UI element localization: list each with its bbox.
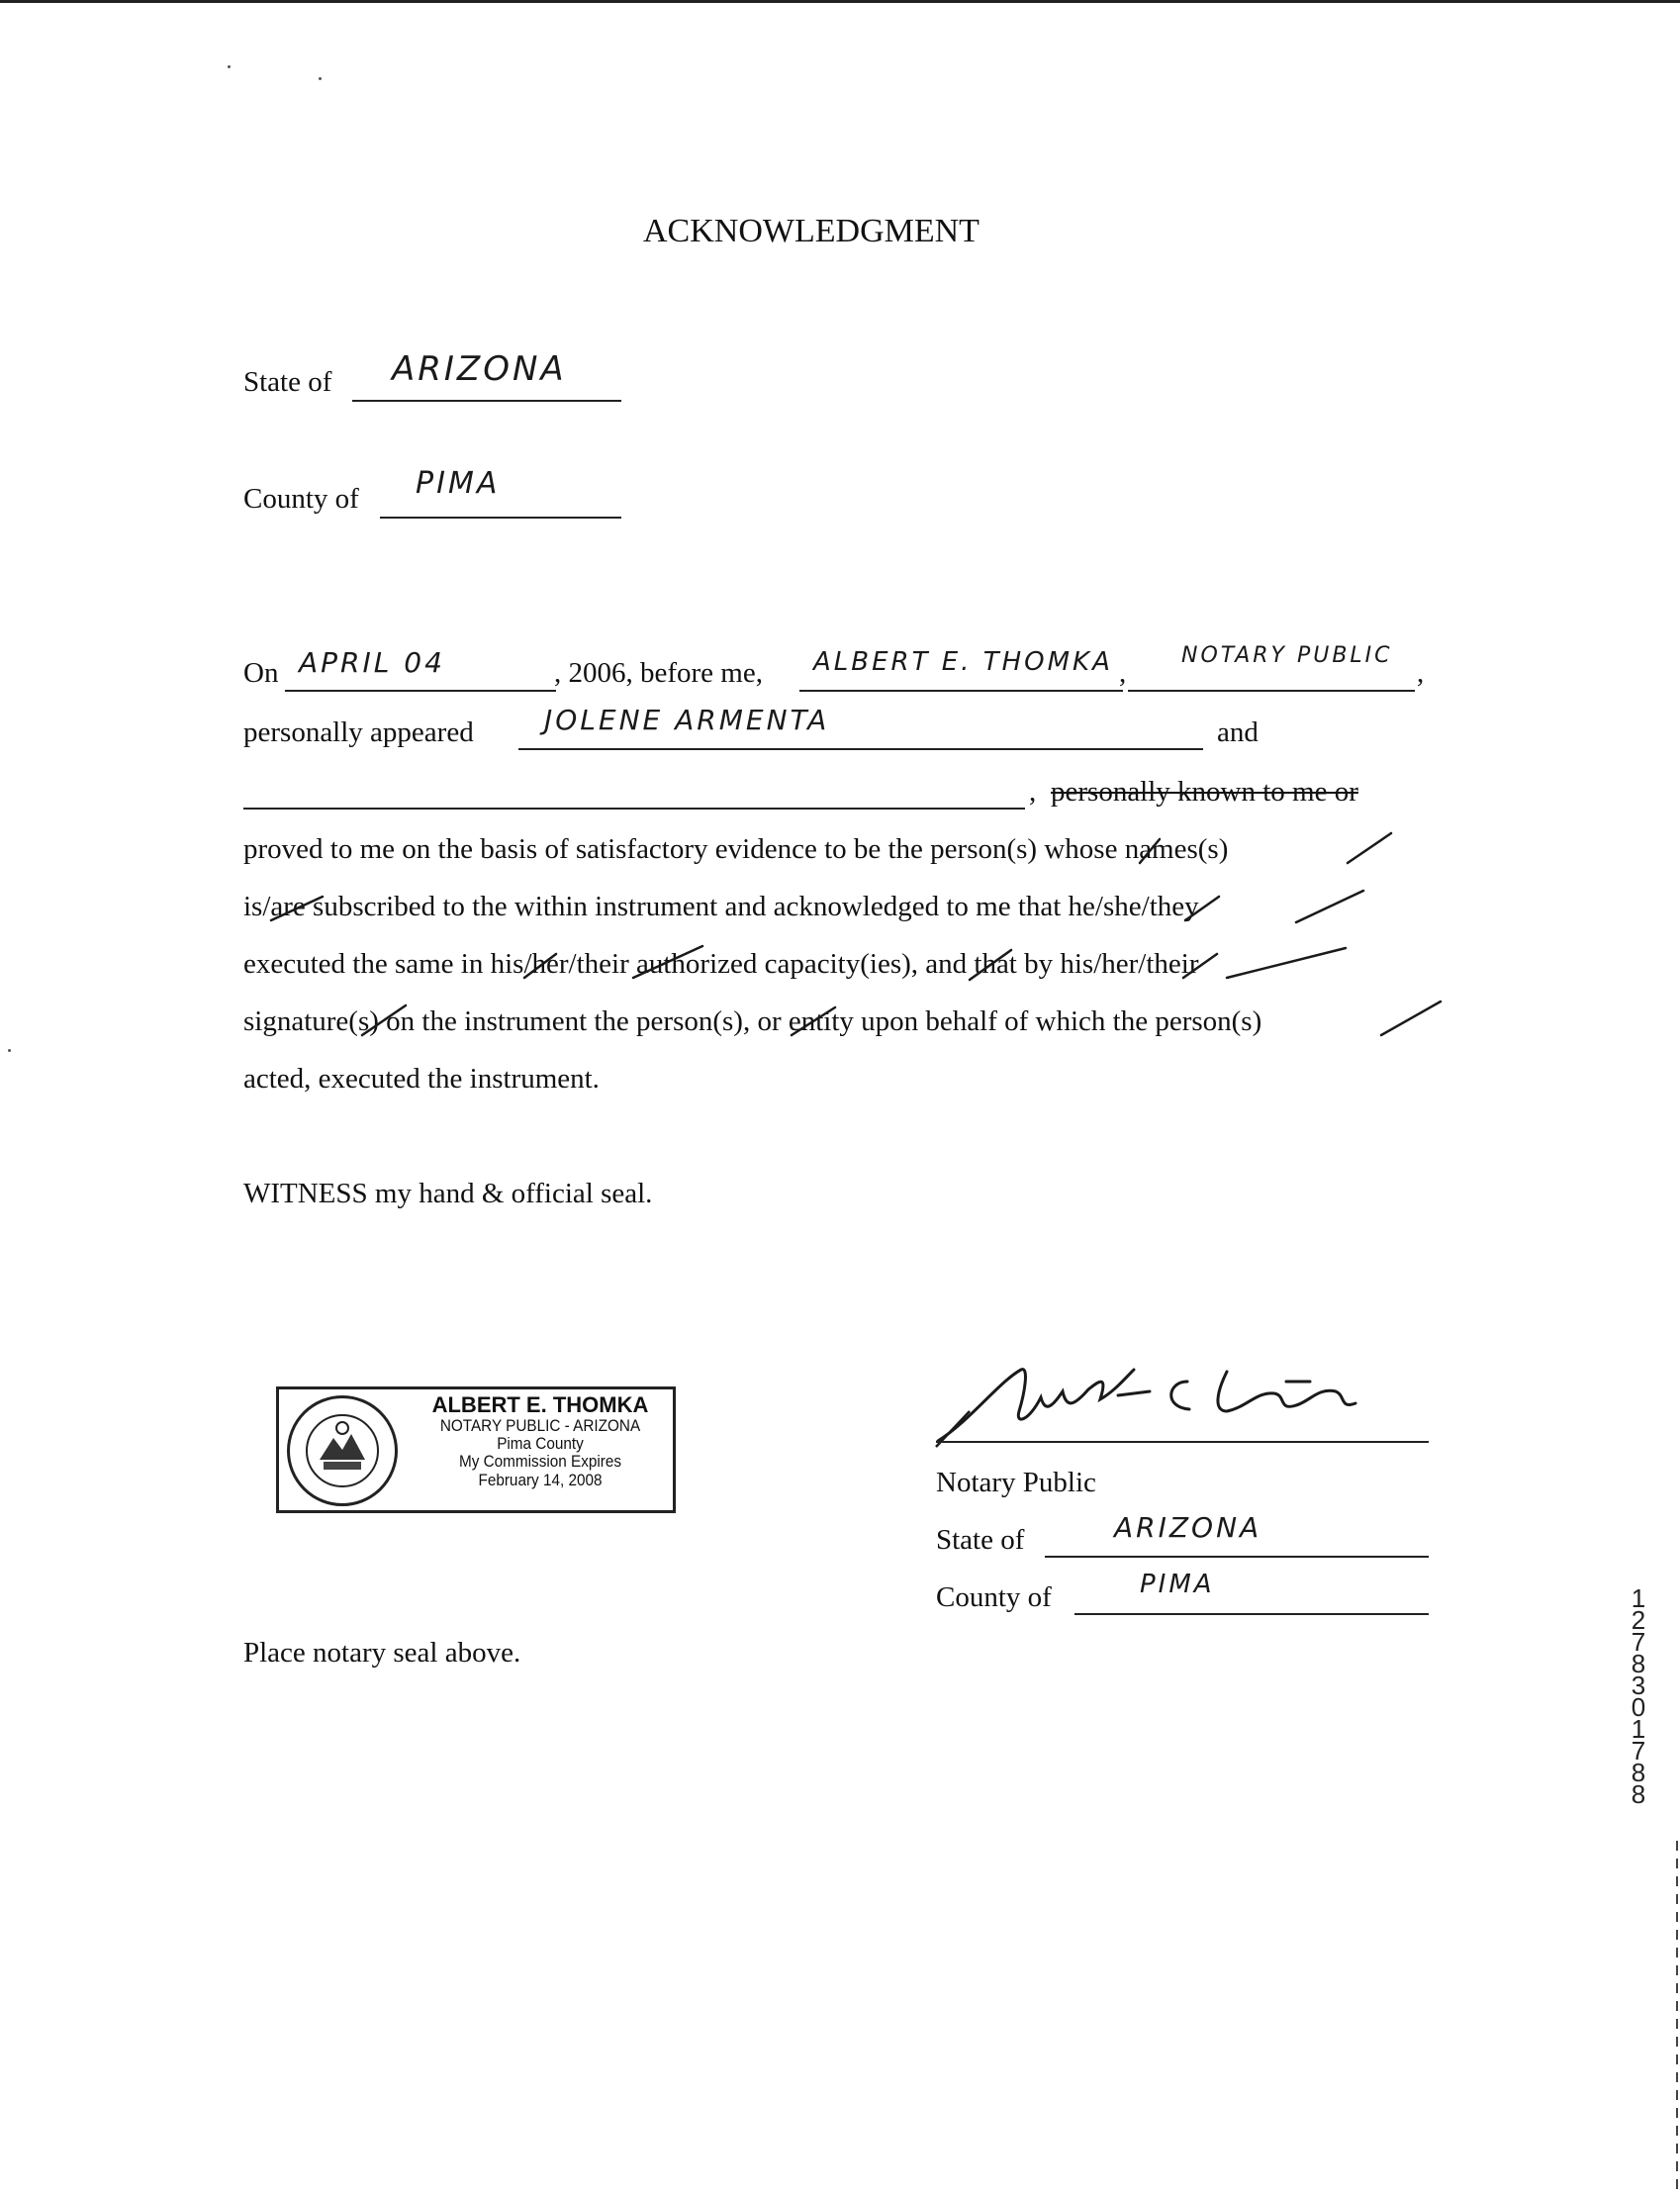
sig-county-label: County of xyxy=(936,1581,1052,1613)
strike-they xyxy=(1296,891,1363,922)
personally-known-struck: personally known to me or xyxy=(1051,776,1358,808)
strike-names-s xyxy=(1348,833,1391,863)
strike-person-s-3 xyxy=(1381,1002,1441,1035)
strike-their-2 xyxy=(1227,948,1346,978)
notary-public-label: Notary Public xyxy=(936,1467,1096,1498)
strike-person-s xyxy=(1140,839,1160,863)
and-text: and xyxy=(1217,716,1259,748)
sig-county-handwritten: PIMA xyxy=(1140,1570,1215,1599)
personally-appeared-label: personally appeared xyxy=(243,716,474,748)
strike-person-s-2 xyxy=(792,1007,835,1035)
trailing-comma: , xyxy=(1417,657,1425,689)
body-line-2: is/are subscribed to the within instrument and acknowledged to me that he/she/they xyxy=(243,891,1199,922)
strike-his xyxy=(524,954,556,978)
year-text: , 2006, before me, xyxy=(554,657,763,689)
document-title: ACKNOWLEDGMENT xyxy=(643,213,980,249)
comma-separator: , xyxy=(1119,657,1127,689)
officer-name-handwritten: ALBERT E. THOMKA xyxy=(813,647,1113,677)
sig-state-underline xyxy=(1045,1556,1429,1558)
strike-signature-s xyxy=(362,1005,406,1035)
body-line-3: executed the same in his/her/their authorized capacity(ies), and that by his/her/their xyxy=(243,948,1199,980)
strike-are xyxy=(271,897,323,920)
strike-ies xyxy=(970,950,1011,980)
notary-signature xyxy=(930,1352,1445,1461)
page-right-scan-edge xyxy=(1676,1841,1678,2197)
state-handwritten-value: ARIZONA xyxy=(392,349,567,389)
seal-line-3: Pima County xyxy=(497,1434,584,1454)
notary-seal-stamp xyxy=(276,1386,676,1513)
body-line-5: acted, executed the instrument. xyxy=(243,1063,600,1095)
comma-separator-2: , xyxy=(1029,776,1037,808)
county-handwritten-value: PIMA xyxy=(416,466,501,501)
sig-state-handwritten: ARIZONA xyxy=(1114,1511,1262,1544)
appeared-name-handwritten: JOLENE ARMENTA xyxy=(544,704,830,736)
date-handwritten-value: APRIL 04 xyxy=(299,646,445,679)
strike-his-2 xyxy=(1183,954,1217,978)
sig-state-label: State of xyxy=(936,1524,1025,1556)
witness-text: WITNESS my hand & official seal. xyxy=(243,1178,653,1209)
seal-line-4: My Commission Expires xyxy=(458,1452,622,1472)
on-label: On xyxy=(243,657,279,689)
signature-line xyxy=(936,1441,1429,1443)
seal-line-2: NOTARY PUBLIC - ARIZONA xyxy=(439,1415,641,1435)
seal-name: ALBERT E. THOMKA xyxy=(431,1392,649,1417)
body-line-1: proved to me on the basis of satisfactory evidence to be the person(s) whose names(s) xyxy=(243,833,1229,865)
officer-title-handwritten: NOTARY PUBLIC xyxy=(1181,643,1393,668)
bates-number: 12783 01788 xyxy=(1631,1583,1646,1809)
state-seal-emblem xyxy=(287,1395,398,1506)
strike-their xyxy=(633,946,702,978)
place-seal-text: Place notary seal above. xyxy=(243,1637,521,1669)
state-label: State of xyxy=(243,366,332,398)
sig-county-underline xyxy=(1074,1613,1429,1615)
seal-line-5: February 14, 2008 xyxy=(478,1470,603,1489)
strike-he xyxy=(1185,897,1219,920)
body-line-4: signature(s) on the instrument the person(s), or entity upon behalf of which the person(s) xyxy=(243,1005,1262,1037)
county-label: County of xyxy=(243,483,359,515)
